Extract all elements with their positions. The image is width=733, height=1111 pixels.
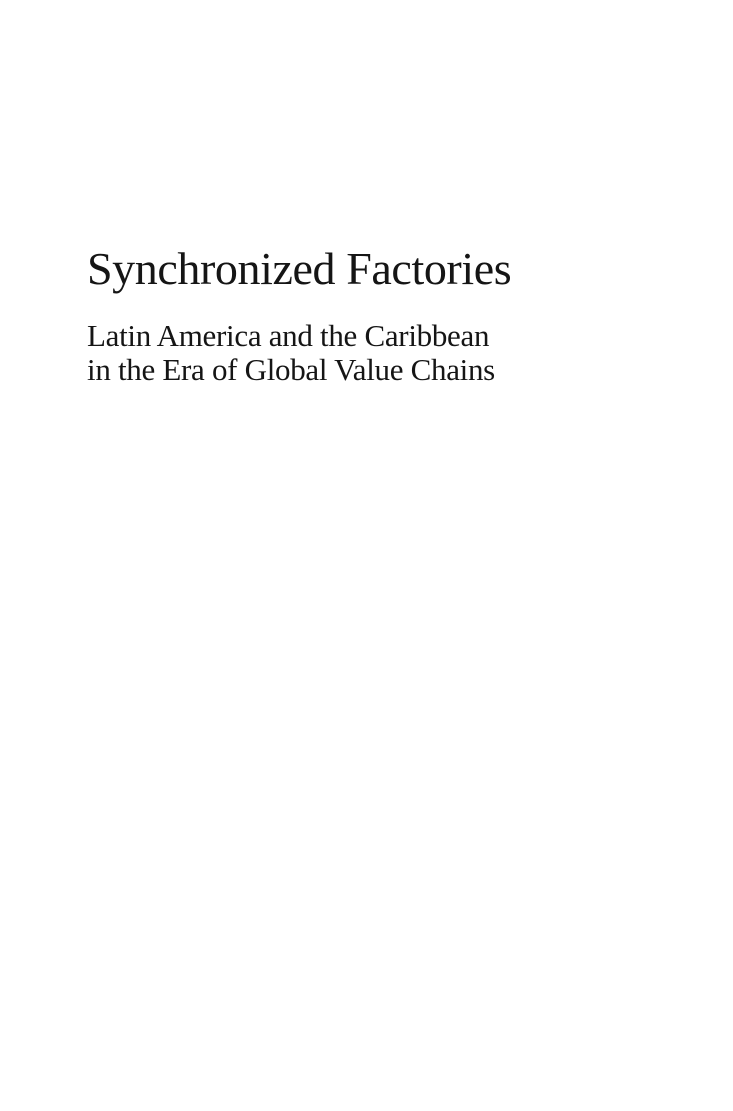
book-subtitle-line-2: in the Era of Global Value Chains <box>87 352 495 387</box>
book-title: Synchronized Factories <box>87 243 512 294</box>
book-subtitle <box>87 319 495 387</box>
book-subtitle-line-1: Latin America and the Caribbean <box>87 318 490 353</box>
